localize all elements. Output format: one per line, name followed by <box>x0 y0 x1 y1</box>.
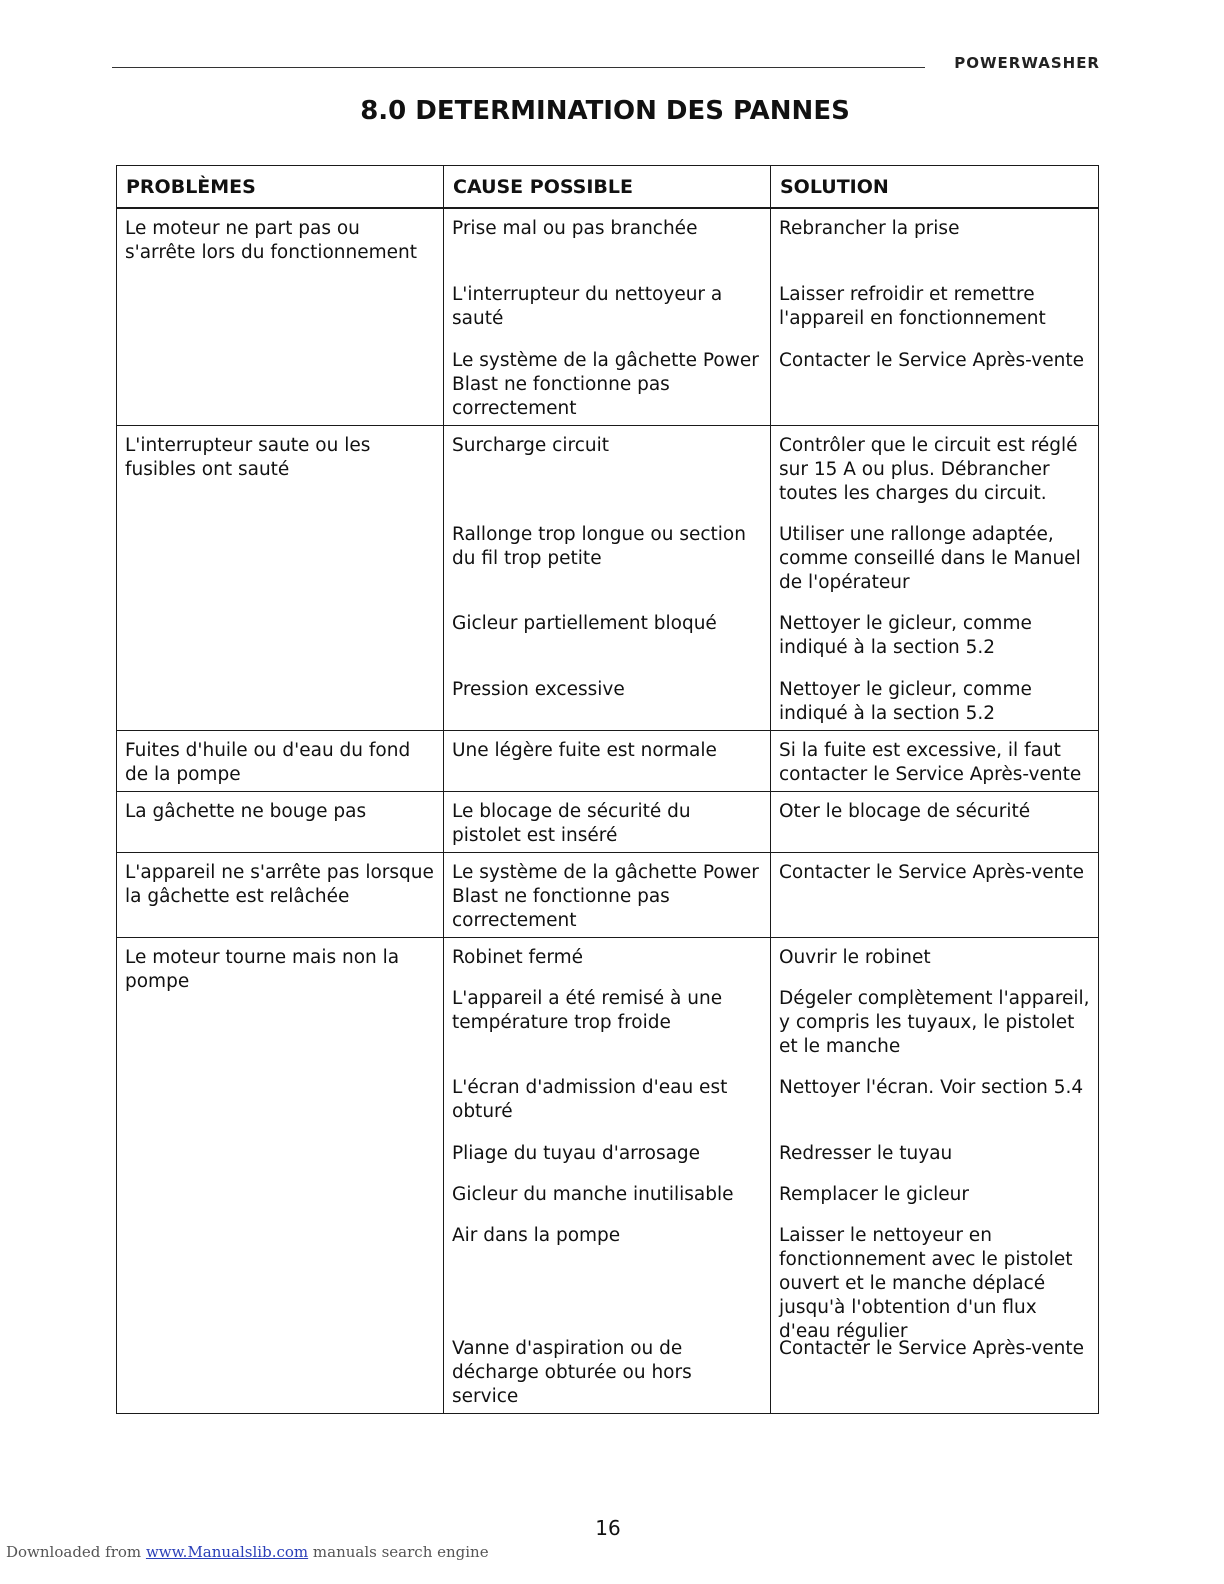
solution-text: Dégeler complètement l'appareil, y compris les tuyaux, le pistolet et le manche <box>779 988 1090 1057</box>
cause-cell <box>444 853 771 938</box>
problem-cell <box>117 731 444 792</box>
solution-cell <box>771 731 1099 792</box>
solution-text: Ouvrir le robinet <box>779 947 931 968</box>
cause-text: Pliage du tuyau d'arrosage <box>452 1143 701 1164</box>
problem-text: Le moteur tourne mais non la pompe <box>125 947 400 992</box>
download-prefix: Downloaded from <box>6 1543 142 1561</box>
problem-text: Fuites d'huile ou d'eau du fond de la pompe <box>125 740 411 785</box>
cause-cell <box>444 792 771 853</box>
solution-text: Redresser le tuyau <box>779 1143 953 1164</box>
solution-cell <box>771 792 1099 853</box>
solution-text: Nettoyer le gicleur, comme indiqué à la section 5.2 <box>779 679 1032 724</box>
solution-text: Contacter le Service Après-vente <box>779 1338 1084 1359</box>
page-number: 16 <box>595 1516 621 1540</box>
cause-text: L'écran d'admission d'eau est obturé <box>452 1077 728 1122</box>
solution-text: Contacter le Service Après-vente <box>779 350 1084 371</box>
solution-cell <box>771 426 1099 731</box>
table-header-row <box>117 166 1099 209</box>
problem-cell <box>117 426 444 731</box>
download-notice <box>6 1543 489 1561</box>
cause-text: Surcharge circuit <box>452 435 609 456</box>
cause-cell <box>444 731 771 792</box>
cause-text: Robinet fermé <box>452 947 584 968</box>
brand-name: POWERWASHER <box>954 54 1100 72</box>
table-row <box>117 731 1099 792</box>
solution-text: Contrôler que le circuit est réglé sur 15 A ou plus. Débrancher toutes les charges du circuit. <box>779 435 1078 504</box>
solution-text: Nettoyer l'écran. Voir section 5.4 <box>779 1077 1084 1098</box>
solution-text: Remplacer le gicleur <box>779 1184 969 1205</box>
problem-text: L'interrupteur saute ou les fusibles ont sauté <box>125 435 371 480</box>
cause-text: Vanne d'aspiration ou de décharge obturée ou hors service <box>452 1338 692 1407</box>
solution-text: Laisser le nettoyeur en fonctionnement avec le pistolet ouvert et le manche déplacé jusqu'à l'obtention d'un flux d'eau régulier <box>779 1225 1073 1342</box>
cause-cell <box>444 426 771 731</box>
table-row <box>117 426 1099 731</box>
problem-cell <box>117 792 444 853</box>
cause-text: Rallonge trop longue ou section du fil trop petite <box>452 524 746 569</box>
problem-text: La gâchette ne bouge pas <box>125 801 367 822</box>
manualslib-link[interactable]: www.Manualslib.com <box>145 1543 309 1561</box>
solution-cell <box>771 853 1099 938</box>
cause-text: Le système de la gâchette Power Blast ne fonctionne pas correctement <box>452 350 759 419</box>
cause-text: L'interrupteur du nettoyeur a sauté <box>452 284 723 329</box>
solution-text: Contacter le Service Après-vente <box>779 862 1084 883</box>
cause-text: Air dans la pompe <box>452 1225 621 1246</box>
cause-text: Prise mal ou pas branchée <box>452 218 698 239</box>
header-problems: PROBLÈMES <box>117 166 444 209</box>
download-suffix: manuals search engine <box>312 1543 489 1561</box>
table-row <box>117 938 1099 1414</box>
cause-text: Gicleur du manche inutilisable <box>452 1184 734 1205</box>
solution-text: Oter le blocage de sécurité <box>779 801 1031 822</box>
solution-cell <box>771 938 1099 1414</box>
problem-cell <box>117 208 444 426</box>
problem-cell <box>117 853 444 938</box>
header-solution: SOLUTION <box>771 166 1099 209</box>
header-cause: CAUSE POSSIBLE <box>444 166 771 209</box>
solution-text: Nettoyer le gicleur, comme indiqué à la section 5.2 <box>779 613 1032 658</box>
page-title: 8.0 DETERMINATION DES PANNES <box>360 96 850 126</box>
cause-cell <box>444 938 771 1414</box>
table-row <box>117 853 1099 938</box>
table-row <box>117 792 1099 853</box>
problem-text: L'appareil ne s'arrête pas lorsque la gâchette est relâchée <box>125 862 434 907</box>
cause-text: Une légère fuite est normale <box>452 740 717 761</box>
solution-text: Si la fuite est excessive, il faut contacter le Service Après-vente <box>779 740 1082 785</box>
solution-cell <box>771 208 1099 426</box>
cause-text: Gicleur partiellement bloqué <box>452 613 717 634</box>
cause-text: Le système de la gâchette Power Blast ne fonctionne pas correctement <box>452 862 759 931</box>
cause-text: Pression excessive <box>452 679 625 700</box>
troubleshooting-table <box>116 165 1099 1414</box>
header-rule <box>112 67 925 68</box>
cause-text: Le blocage de sécurité du pistolet est inséré <box>452 801 691 846</box>
cause-text: L'appareil a été remisé à une température trop froide <box>452 988 723 1033</box>
problem-cell <box>117 938 444 1414</box>
solution-text: Utiliser une rallonge adaptée, comme conseillé dans le Manuel de l'opérateur <box>779 524 1081 593</box>
table-row <box>117 208 1099 426</box>
cause-cell <box>444 208 771 426</box>
solution-text: Rebrancher la prise <box>779 218 960 239</box>
solution-text: Laisser refroidir et remettre l'appareil en fonctionnement <box>779 284 1046 329</box>
problem-text: Le moteur ne part pas ou s'arrête lors du fonctionnement <box>125 218 418 263</box>
